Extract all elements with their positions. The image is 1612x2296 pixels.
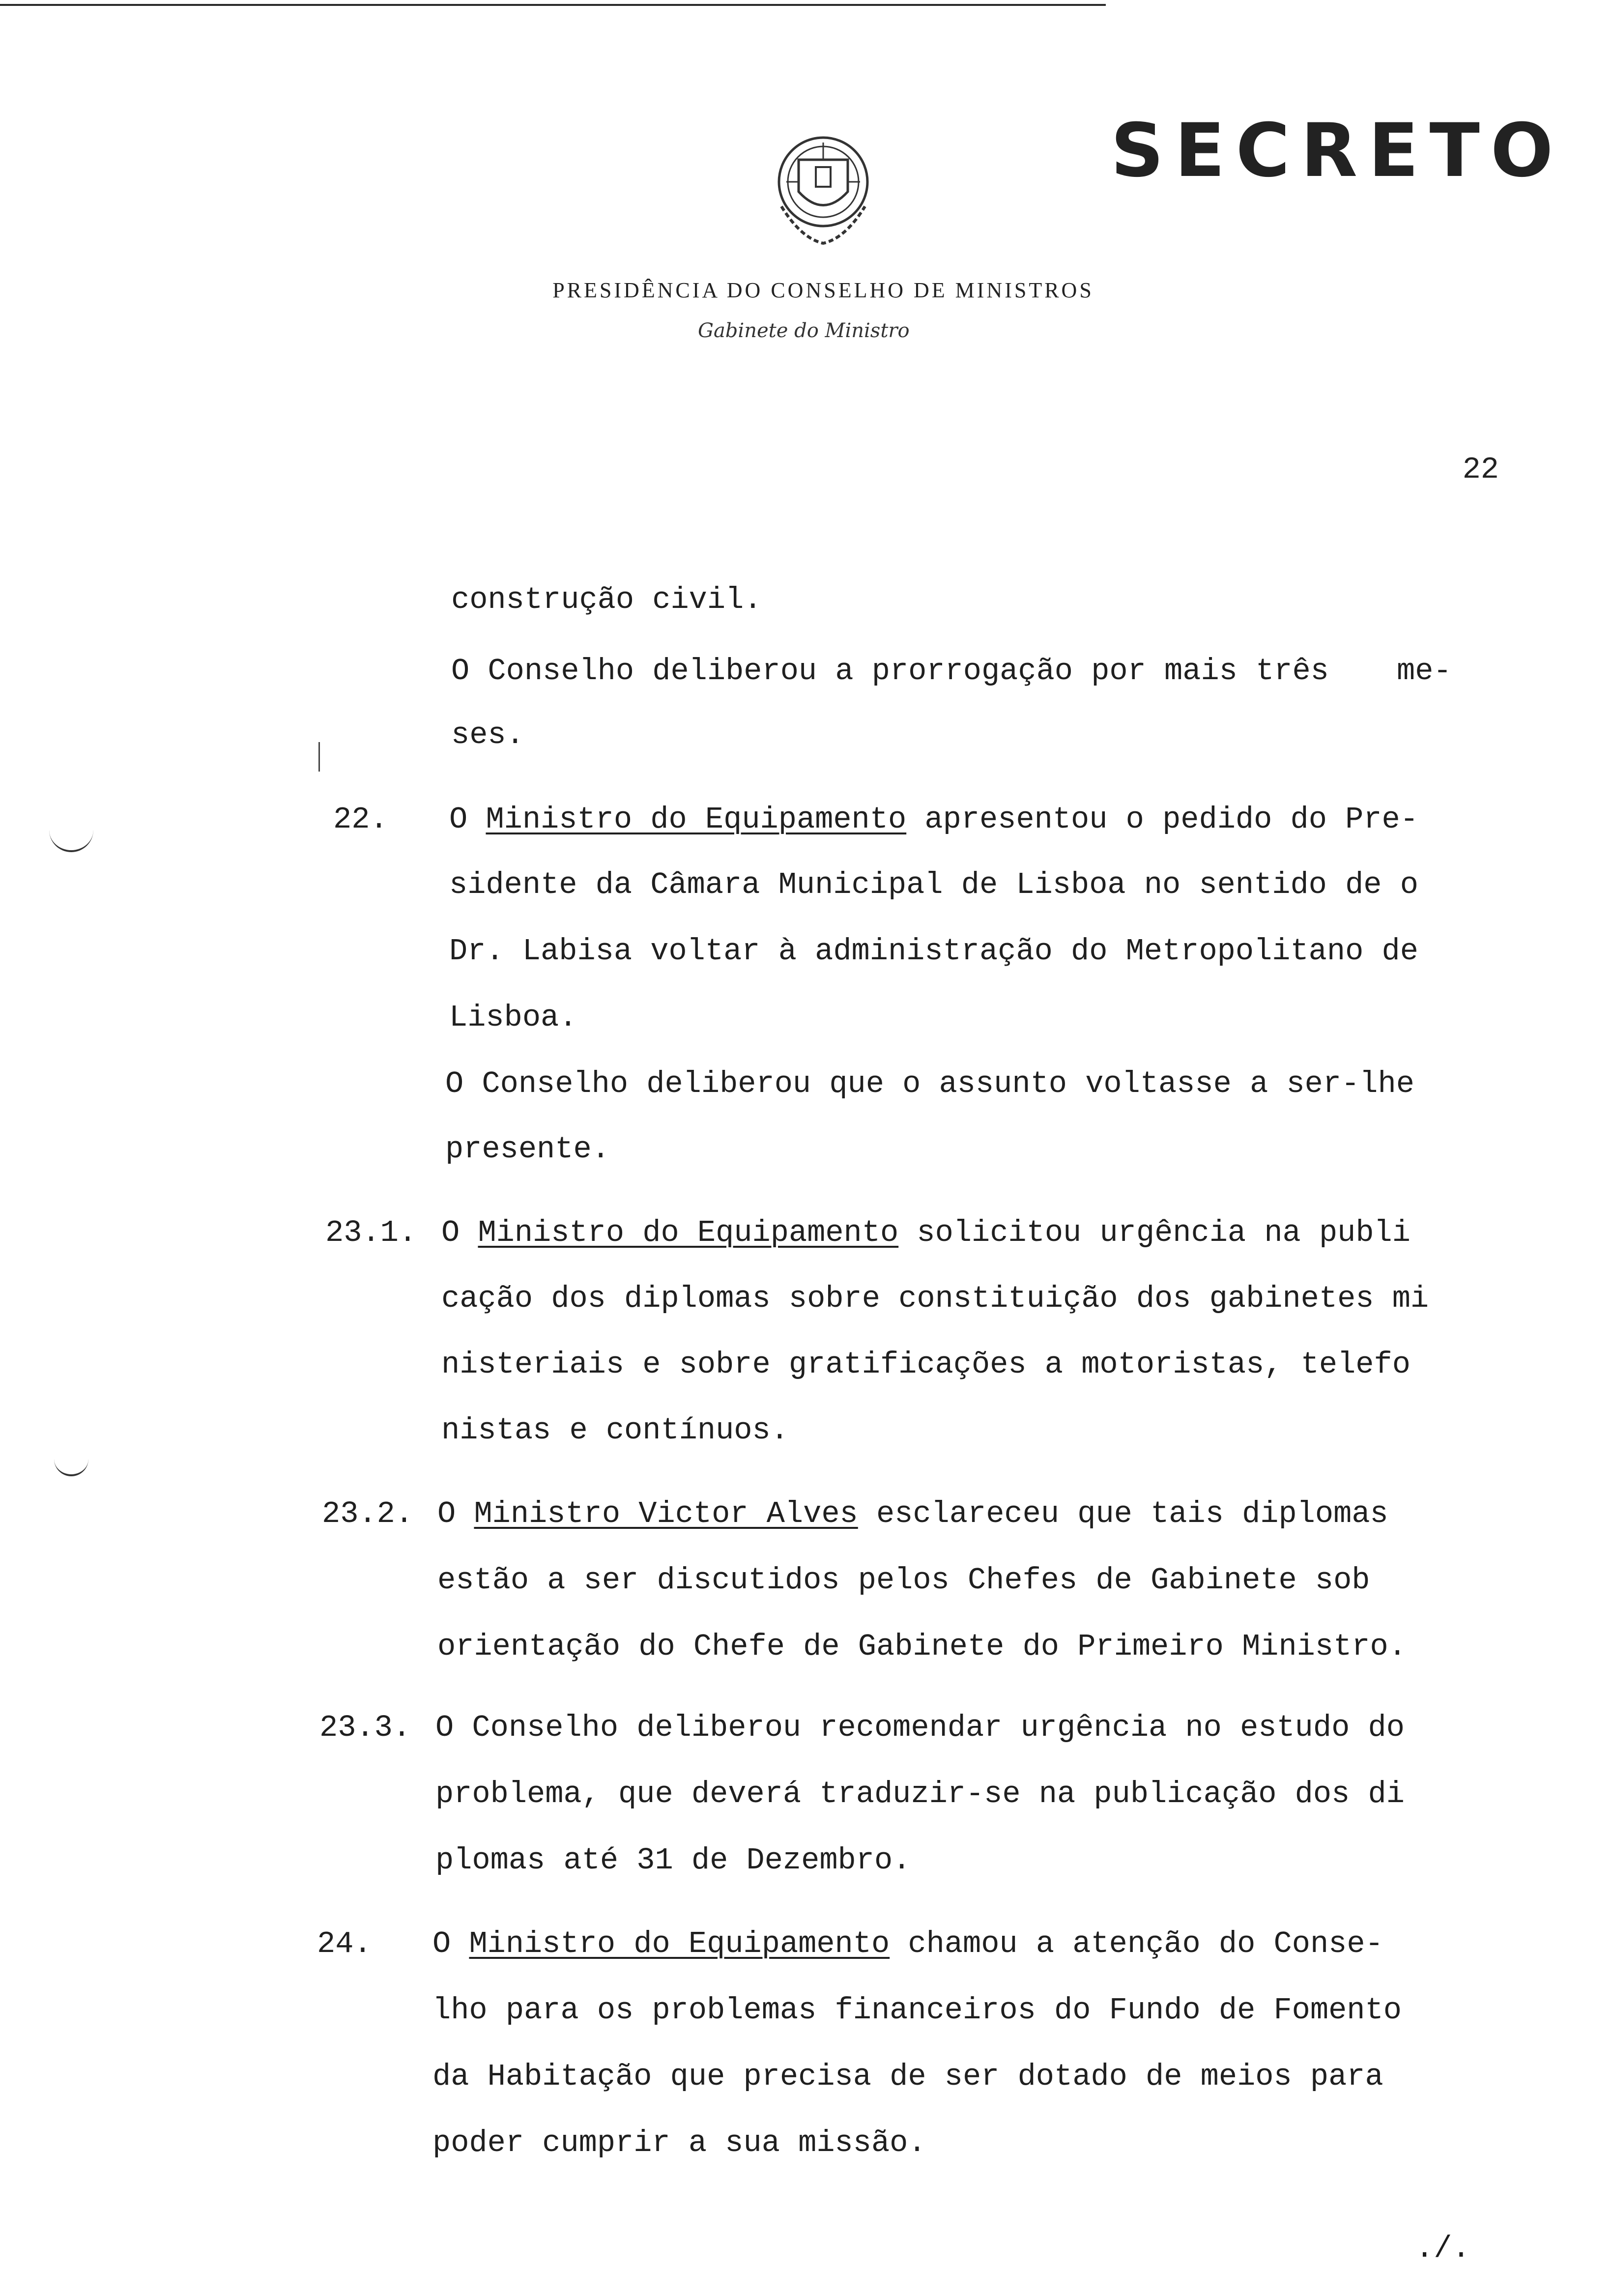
text-span: apresentou o pedido do Pre- [924,802,1418,837]
text-line [449,804,1418,835]
text-line: estão a ser discutidos pelos Chefes de Gabinete sob [437,1563,1370,1598]
institution-name: PRESIDÊNCIA DO CONSELHO DE MINISTROS [552,278,1094,302]
text-line: O Conselho deliberou que o assunto voltasse a ser-lhe [445,1066,1414,1101]
text-span: solicitou urgência na publi [917,1215,1410,1250]
text-line: ses. [451,718,524,752]
minister-name: Ministro do Equipamento [469,1926,890,1961]
text-span: O [441,1215,460,1250]
minister-name: Ministro do Equipamento [486,802,907,837]
item-number: 23.3. [319,1710,411,1745]
text-line [441,1215,1410,1250]
text-line [432,1926,1383,1961]
item-number: 22. [333,802,388,837]
text-line: cação dos diplomas sobre constituição dos gabinetes mi [441,1281,1429,1316]
coat-of-arms-emblem [767,133,880,251]
minister-name: Ministro Victor Alves [474,1496,858,1531]
text-line: me- [1397,654,1452,689]
text-line: problema, que deverá traduzir-se na publicação dos di [435,1777,1405,1811]
page-number: 22 [1462,452,1499,487]
item-number: 24. [317,1926,372,1961]
margin-mark [49,826,93,852]
text-line: poder cumprir a sua missão. [432,2125,926,2160]
minister-name: Ministro do Equipamento [478,1215,899,1250]
text-line: presente. [445,1132,610,1167]
classification-stamp: SECRETO [1111,108,1564,194]
office-name: Gabinete do Ministro [698,319,910,342]
text-line: O Conselho deliberou a prorrogação por mais três [451,654,1329,689]
text-line: O Conselho deliberou recomendar urgência no estudo do [435,1710,1405,1745]
margin-mark [54,1455,88,1476]
text-line: sidente da Câmara Municipal de Lisboa no sentido de o [449,867,1418,902]
text-span: O [437,1496,456,1531]
text-span: chamou a atenção do Conse- [908,1926,1383,1961]
top-rule [0,4,1106,6]
text-span: O [449,802,468,837]
item-number: 23.2. [322,1496,414,1531]
text-line: da Habitação que precisa de ser dotado de meios para [432,2059,1383,2094]
text-line: plomas até 31 de Dezembro. [435,1843,911,1878]
item-number: 23.1. [325,1215,417,1250]
margin-tick [318,742,320,772]
text-line: lho para os problemas financeiros do Fundo de Fomento [432,1993,1402,2028]
text-span: O [432,1926,451,1961]
text-line: nistas e contínuos. [441,1413,789,1448]
text-line: nisteriais e sobre gratificações a motoristas, telefo [441,1347,1410,1382]
text-line: construção civil. [451,582,762,617]
text-line: Lisboa. [449,1000,577,1035]
text-span: esclareceu que tais diplomas [876,1496,1388,1531]
text-line: Dr. Labisa voltar à administração do Metropolitano de [449,934,1418,969]
text-line: orientação do Chefe de Gabinete do Primeiro Ministro. [437,1629,1407,1664]
continuation-mark: ./. [1415,2231,1470,2266]
text-line [437,1496,1388,1531]
